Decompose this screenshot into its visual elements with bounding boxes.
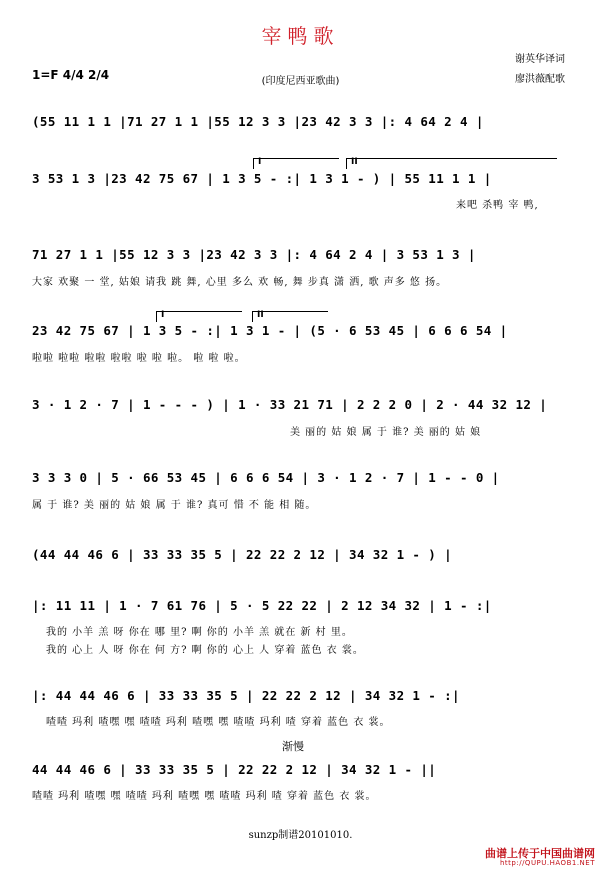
transcriber-credit: sunzp制谱20101010. (248, 830, 353, 841)
score-row-5: 3 · 1 2 · 7 | 1 - - - ) | 1 · 33 21 71 | 2 2 2 0 | 2 · 44 32 12 | (32, 397, 548, 412)
score-row-4: 23 42 75 67 | 1 3 5 - :| 1 3 1 - | (5 · 6 53 45 | 6 6 6 54 | (32, 323, 508, 338)
lyric-row-5: 美 丽的 姑 娘 属 于 谁? 美 丽的 姑 娘 (290, 427, 482, 438)
score-row-3: 71 27 1 1 |55 12 3 3 |23 42 3 3 |: 4 64 2 4 | 3 53 1 3 | (32, 247, 476, 262)
lyric-row-2: 来吧 杀鸭 宰 鸭, (456, 200, 539, 211)
volta-bracket-3 (156, 311, 242, 322)
lyric-row-8-verse-1: 我的 小羊 羔 呀 你在 哪 里? 啊 你的 小羊 羔 就在 新 村 里。 (46, 627, 353, 638)
volta-number-4: II (257, 310, 264, 320)
lyric-row-9: 喳喳 玛利 喳嘿 嘿 喳喳 玛利 喳嘿 嘿 喳喳 玛利 喳 穿着 蓝色 衣 裳。 (46, 717, 391, 728)
tempo-marking: 渐慢 (282, 740, 304, 753)
volta-bracket-2 (346, 158, 557, 169)
site-watermark: 曲谱上传于中国曲谱网 (485, 847, 595, 860)
arranger-credit: 廖洪薇配歌 (515, 74, 565, 85)
score-row-2: 3 53 1 3 |23 42 75 67 | 1 3 5 - :| 1 3 1 - ) | 55 11 1 1 | (32, 171, 492, 186)
song-origin: (印度尼西亚歌曲) (261, 76, 340, 87)
lyricist-credit: 谢英华译词 (515, 54, 565, 65)
score-row-7: (44 44 46 6 | 33 33 35 5 | 22 22 2 12 | 34 32 1 - ) | (32, 547, 453, 562)
score-row-10: 44 44 46 6 | 33 33 35 5 | 22 22 2 12 | 34 32 1 - || (32, 762, 437, 777)
song-title: 宰鸭歌 (261, 24, 340, 48)
lyric-row-8-verse-2: 我的 心上 人 呀 你在 何 方? 啊 你的 心上 人 穿着 蓝色 衣 裳。 (46, 645, 364, 656)
lyric-row-4: 啦啦 啦啦 啦啦 啦啦 啦 啦 啦。 啦 啦 啦。 (32, 353, 246, 364)
score-row-9: |: 44 44 46 6 | 33 33 35 5 | 22 22 2 12 | 34 32 1 - :| (32, 688, 460, 703)
volta-number-1: I (258, 157, 262, 167)
score-row-1: (55 11 1 1 |71 27 1 1 |55 12 3 3 |23 42 3 3 |: 4 64 2 4 | (32, 114, 484, 129)
volta-bracket-1 (253, 158, 339, 169)
score-row-8: |: 11 11 | 1 · 7 61 76 | 5 · 5 22 22 | 2 12 34 32 | 1 - :| (32, 598, 492, 613)
score-row-6: 3 3 3 0 | 5 · 66 53 45 | 6 6 6 54 | 3 · 1 2 · 7 | 1 - - 0 | (32, 470, 500, 485)
volta-number-3: I (161, 310, 165, 320)
lyric-row-6: 属 于 谁? 美 丽的 姑 娘 属 于 谁? 真可 惜 不 能 相 随。 (32, 500, 317, 511)
volta-bracket-4 (252, 311, 328, 322)
lyric-row-3: 大家 欢聚 一 堂, 姑娘 请我 跳 舞, 心里 多么 欢 畅, 舞 步真 潇 洒, 歌 声多 悠 扬。 (32, 277, 448, 288)
lyric-row-10: 喳喳 玛利 喳嘿 嘿 喳喳 玛利 喳嘿 嘿 喳喳 玛利 喳 穿着 蓝色 衣 裳。 (32, 791, 377, 802)
key-signature: 1=F 4/4 2/4 (32, 68, 110, 82)
volta-number-2: II (351, 157, 358, 167)
site-url: http://QUPU.HAOB1.NET (499, 859, 595, 867)
